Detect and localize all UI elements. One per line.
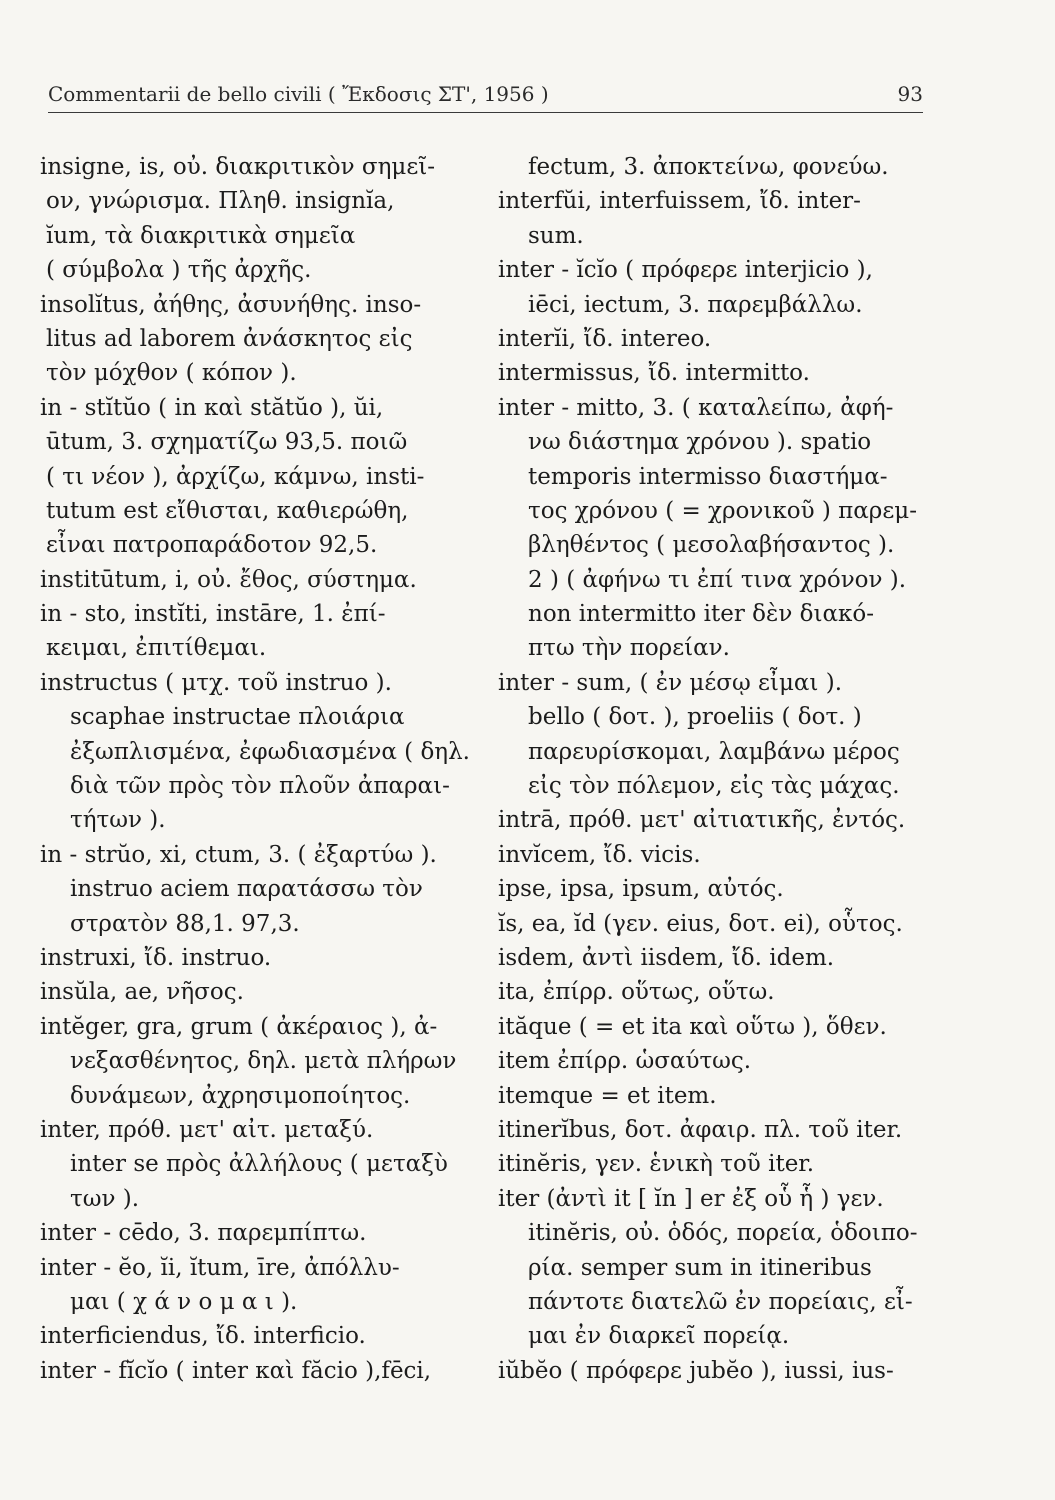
entry-line: παρευρίσκομαι, λαμβάνω μέρος bbox=[528, 738, 900, 765]
page-number: 93 bbox=[897, 82, 923, 106]
entry-line: inter - mitto, 3. ( καταλείπω, ἀφή- bbox=[498, 394, 894, 421]
entry-line: νω διάστημα χρόνου ). spatio bbox=[528, 429, 872, 456]
entry-line: μαι ( χ ά ν ο μ α ι ). bbox=[70, 1288, 298, 1315]
entry-line: των ). bbox=[70, 1185, 140, 1212]
entry-line: in - stĭtŭo ( in καὶ stătŭo ), ŭi, bbox=[40, 394, 384, 421]
entry-line: intrā, πρόθ. μετ' αἰτιατικῆς, ἐντός. bbox=[498, 807, 906, 834]
entry-line: bello ( δοτ. ), proeliis ( δοτ. ) bbox=[528, 704, 862, 731]
entry-line: ūtum, 3. σχηματίζω 93,5. ποιῶ bbox=[46, 429, 408, 456]
entry-line: ĭs, ea, ĭd (γεν. eius, δοτ. ei), οὗτος. bbox=[498, 910, 903, 937]
entry-line: intermissus, ἴδ. intermitto. bbox=[498, 360, 810, 387]
entry-line: ipse, ipsa, ipsum, αὐτός. bbox=[498, 876, 784, 903]
entry-line: inter - cēdo, 3. παρεμπίπτω. bbox=[40, 1220, 367, 1247]
header-title: Commentarii de bello civili ( Ἔκδοσις ΣΤ', 1956 ) bbox=[48, 82, 549, 106]
entry-line: itinĕris, οὐ. ὁδός, πορεία, ὁδοιπο- bbox=[528, 1220, 918, 1247]
entry-line: inter se πρὸς ἀλλήλους ( μεταξὺ bbox=[70, 1151, 448, 1178]
entry-line: isdem, ἀντὶ iisdem, ἴδ. idem. bbox=[498, 944, 835, 971]
entry-line: μαι ἐν διαρκεῖ πορείᾳ. bbox=[528, 1323, 790, 1350]
entry-line: εἰς τὸν πόλεμον, εἰς τὰς μάχας. bbox=[528, 773, 900, 800]
entry-line: iēci, iectum, 3. παρεμβάλλω. bbox=[528, 291, 863, 318]
left-column bbox=[40, 150, 485, 1388]
entry-line: νεξασθένητος, δηλ. μετὰ πλήρων bbox=[70, 1048, 457, 1075]
entry-line: διὰ τῶν πρὸς τὸν πλοῦν ἀπαραι- bbox=[70, 773, 450, 800]
entry-line: ρία. semper sum in itineribus bbox=[528, 1254, 872, 1281]
entry-line: non intermitto iter δὲν διακό- bbox=[528, 601, 874, 628]
entry-line: itinerĭbus, δοτ. ἀφαιρ. πλ. τοῦ iter. bbox=[498, 1116, 903, 1143]
entry-line: item ἐπίρρ. ὡσαύτως. bbox=[498, 1048, 752, 1075]
entry-line: inter, πρόθ. μετ' αἰτ. μεταξύ. bbox=[40, 1116, 374, 1143]
entry-line: interficiendus, ἴδ. interficio. bbox=[40, 1323, 366, 1350]
entry-line: τος χρόνου ( = χρονικοῦ ) παρεμ- bbox=[528, 497, 917, 524]
entry-line: insolĭtus, ἀήθης, ἀσυνήθης. inso- bbox=[40, 291, 422, 318]
entry-line: ( τι νέον ), ἀρχίζω, κάμνω, insti- bbox=[46, 463, 425, 490]
entry-line: πτω τὴν πορείαν. bbox=[528, 635, 730, 662]
entry-line: δυνάμεων, ἀχρησιμοποίητος. bbox=[70, 1082, 411, 1109]
entry-line: inter - sum, ( ἐν μέσῳ εἶμαι ). bbox=[498, 669, 843, 696]
entry-line: τὸν μόχθον ( κόπον ). bbox=[46, 360, 297, 387]
entry-line: temporis intermisso διαστήμα- bbox=[528, 463, 888, 490]
entry-line: εἶναι πατροπαράδοτον 92,5. bbox=[46, 532, 378, 559]
header-rule bbox=[48, 112, 923, 113]
running-header bbox=[48, 78, 923, 110]
entry-line: instruo aciem παρατάσσω τὸν bbox=[70, 876, 423, 903]
entry-line: instruxi, ἴδ. instruo. bbox=[40, 944, 272, 971]
entry-line: iter (ἀντὶ it [ ĭn ] er ἐξ οὗ ἧ ) γεν. bbox=[498, 1185, 884, 1212]
entry-line: ἐξωπλισμένα, ἐφωδιασμένα ( δηλ. bbox=[70, 738, 470, 765]
entry-line: insigne, is, οὐ. διακριτικὸν σημεῖ- bbox=[40, 154, 436, 180]
entry-line: inter - ĕo, ĭi, ĭtum, īre, ἀπόλλυ- bbox=[40, 1254, 400, 1281]
entry-line: iŭbĕo ( πρόφερε jubĕo ), iussi, ius- bbox=[498, 1357, 894, 1384]
entry-line: τήτων ). bbox=[70, 807, 166, 834]
entry-line: invĭcem, ἴδ. vicis. bbox=[498, 841, 701, 868]
entry-line: 2 ) ( ἀφήνω τι ἐπί τινα χρόνον ). bbox=[528, 566, 907, 593]
entry-line: ităque ( = et ita καὶ οὕτω ), ὅθεν. bbox=[498, 1013, 887, 1040]
entry-line: itinĕris, γεν. ἑνικὴ τοῦ iter. bbox=[498, 1151, 815, 1178]
entry-line: insŭla, ae, νῆσος. bbox=[40, 979, 244, 1006]
entry-line: κειμαι, ἐπιτίθεμαι. bbox=[46, 635, 267, 662]
entry-line: στρατὸν 88,1. 97,3. bbox=[70, 910, 300, 937]
entry-line: ( σύμβολα ) τῆς ἀρχῆς. bbox=[46, 257, 312, 284]
right-column bbox=[498, 150, 933, 1388]
entry-line: institūtum, i, οὐ. ἔθος, σύστημα. bbox=[40, 566, 417, 593]
entry-line: instructus ( μτχ. τοῦ instruo ). bbox=[40, 669, 392, 696]
entry-line: πάντοτε διατελῶ ἐν πορείαις, εἶ- bbox=[528, 1288, 913, 1315]
entry-line: ĭum, τὰ διακριτικὰ σημεῖα bbox=[46, 222, 356, 249]
entry-line: scaphae instructae πλοιάρια bbox=[70, 704, 405, 731]
entry-line: interfŭi, interfuissem, ἴδ. inter- bbox=[498, 188, 861, 215]
entry-line: in - sto, instĭti, instāre, 1. ἐπί- bbox=[40, 601, 386, 628]
entry-line: interĭi, ἴδ. intereo. bbox=[498, 325, 712, 352]
entry-line: ον, γνώρισμα. Πληθ. insignĭa, bbox=[46, 188, 395, 215]
entry-line: inter - ĭcĭo ( πρόφερε interjicio ), bbox=[498, 257, 873, 284]
entry-line: fectum, 3. ἀποκτείνω, φονεύω. bbox=[528, 154, 889, 180]
entry-line: intĕger, gra, grum ( ἀκέραιος ), ἀ- bbox=[40, 1013, 438, 1040]
entry-line: βληθέντος ( μεσολαβήσαντος ). bbox=[528, 532, 895, 559]
entry-line: in - strŭo, xi, ctum, 3. ( ἐξαρτύω ). bbox=[40, 841, 437, 868]
entry-line: itemque = et item. bbox=[498, 1082, 717, 1109]
entry-line: ita, ἐπίρρ. οὕτως, οὕτω. bbox=[498, 979, 775, 1006]
entry-line: tutum est εἴθισται, καθιερώθη, bbox=[46, 497, 409, 524]
entry-line: litus ad laborem ἀνάσκητος εἰς bbox=[46, 325, 413, 352]
entry-line: sum. bbox=[528, 222, 584, 249]
entry-line: inter - fĭcĭo ( inter καὶ făcio ),fēci, bbox=[40, 1357, 432, 1384]
